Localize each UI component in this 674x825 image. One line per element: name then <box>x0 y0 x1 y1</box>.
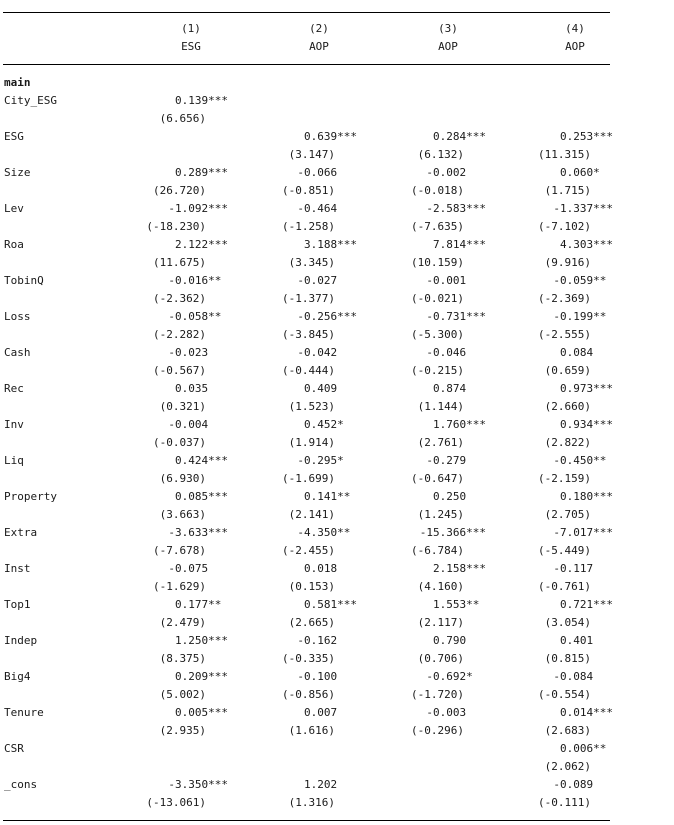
t-stat-cell: (6.930) <box>159 472 206 485</box>
t-stat-cell: (-1.258) <box>282 220 335 233</box>
coefficient-cell: 0.060* <box>560 166 613 179</box>
t-stat-cell: (6.656) <box>159 112 206 125</box>
t-stat-cell <box>116 148 206 162</box>
t-stat-cell: (-0.018) <box>411 184 464 197</box>
dependent-variable: AOP <box>309 40 329 53</box>
coefficient-cell <box>396 94 486 108</box>
coefficient-cell <box>396 742 486 756</box>
coefficient-cell: 0.790 <box>433 634 486 647</box>
t-stat-cell: (-6.784) <box>411 544 464 557</box>
coefficient-cell: 0.084 <box>560 346 613 359</box>
variable-label: Property <box>4 490 57 503</box>
t-stat-cell: (1.914) <box>288 436 335 449</box>
t-stat-cell: (2.761) <box>417 436 464 449</box>
t-stat-cell: (11.315) <box>538 148 591 161</box>
t-stat-cell: (2.660) <box>544 400 591 413</box>
coefficient-cell: 0.209*** <box>175 670 228 683</box>
t-stat-cell: (1.245) <box>417 508 464 521</box>
coefficient-cell: -0.692* <box>426 670 486 683</box>
coefficient-cell: -0.004 <box>168 418 228 431</box>
variable-label: Size <box>4 166 31 179</box>
coefficient-cell: 1.760*** <box>433 418 486 431</box>
t-stat-cell: (-7.635) <box>411 220 464 233</box>
coefficient-cell: -0.003 <box>426 706 486 719</box>
coefficient-cell: -15.366*** <box>419 526 486 539</box>
t-stat-cell: (0.815) <box>544 652 591 665</box>
t-stat-cell: (-0.021) <box>411 292 464 305</box>
coefficient-cell: 0.253*** <box>560 130 613 143</box>
t-stat-cell: (-2.555) <box>538 328 591 341</box>
t-stat-cell: (0.706) <box>417 652 464 665</box>
dependent-variable: AOP <box>438 40 458 53</box>
t-stat-cell: (10.159) <box>411 256 464 269</box>
variable-label: _cons <box>4 778 38 791</box>
coefficient-cell: -0.023 <box>168 346 228 359</box>
t-stat-cell <box>245 112 335 126</box>
t-stat-cell: (-0.647) <box>411 472 464 485</box>
coefficient-cell: 0.018 <box>304 562 357 575</box>
variable-label: Loss <box>4 310 31 323</box>
coefficient-cell <box>396 778 486 792</box>
t-stat-cell <box>374 760 464 774</box>
coefficient-cell: -0.199** <box>553 310 613 323</box>
coefficient-cell: -0.295* <box>297 454 357 467</box>
section-label: main <box>4 76 31 89</box>
coefficient-cell: -3.350*** <box>168 778 228 791</box>
t-stat-cell: (-0.444) <box>282 364 335 377</box>
t-stat-cell <box>374 796 464 810</box>
coefficient-cell: 0.934*** <box>560 418 613 431</box>
t-stat-cell: (-1.629) <box>153 580 206 593</box>
coefficient-cell: -2.583*** <box>426 202 486 215</box>
coefficient-cell: -0.100 <box>297 670 357 683</box>
t-stat-cell: (-18.230) <box>146 220 206 233</box>
coefficient-cell: 3.188*** <box>304 238 357 251</box>
coefficient-cell: 0.973*** <box>560 382 613 395</box>
coefficient-cell: 4.303*** <box>560 238 613 251</box>
coefficient-cell: 2.122*** <box>175 238 228 251</box>
t-stat-cell: (-1.720) <box>411 688 464 701</box>
coefficient-cell: 0.401 <box>560 634 613 647</box>
coefficient-cell: 0.721*** <box>560 598 613 611</box>
coefficient-cell: 0.035 <box>175 382 228 395</box>
coefficient-cell: -0.042 <box>297 346 357 359</box>
t-stat-cell: (-2.362) <box>153 292 206 305</box>
t-stat-cell: (1.523) <box>288 400 335 413</box>
t-stat-cell: (8.375) <box>159 652 206 665</box>
t-stat-cell: (-0.215) <box>411 364 464 377</box>
column-number: (4) <box>565 22 585 35</box>
bottom-rule <box>3 820 610 821</box>
coefficient-cell: -0.002 <box>426 166 486 179</box>
t-stat-cell: (2.683) <box>544 724 591 737</box>
coefficient-cell: 0.007 <box>304 706 357 719</box>
variable-label: Indep <box>4 634 38 647</box>
t-stat-cell: (2.479) <box>159 616 206 629</box>
coefficient-cell: 0.639*** <box>304 130 357 143</box>
variable-label: Inv <box>4 418 24 431</box>
coefficient-cell: -0.731*** <box>426 310 486 323</box>
coefficient-cell <box>523 94 613 108</box>
coefficient-cell: 0.250 <box>433 490 486 503</box>
t-stat-cell <box>245 760 335 774</box>
coefficient-cell: -3.633*** <box>168 526 228 539</box>
t-stat-cell <box>374 112 464 126</box>
variable-label: Liq <box>4 454 24 467</box>
coefficient-cell: 0.180*** <box>560 490 613 503</box>
coefficient-cell: -0.016** <box>168 274 228 287</box>
coefficient-cell <box>138 130 228 144</box>
variable-label: Top1 <box>4 598 31 611</box>
variable-label: Lev <box>4 202 24 215</box>
coefficient-cell: -0.162 <box>297 634 357 647</box>
t-stat-cell: (-0.851) <box>282 184 335 197</box>
t-stat-cell: (-0.037) <box>153 436 206 449</box>
coefficient-cell: 0.424*** <box>175 454 228 467</box>
coefficient-cell: -0.117 <box>553 562 613 575</box>
t-stat-cell: (-13.061) <box>146 796 206 809</box>
coefficient-cell: -0.464 <box>297 202 357 215</box>
variable-label: Inst <box>4 562 31 575</box>
t-stat-cell: (-7.678) <box>153 544 206 557</box>
coefficient-cell: -0.046 <box>426 346 486 359</box>
coefficient-cell: 2.158*** <box>433 562 486 575</box>
t-stat-cell: (-5.449) <box>538 544 591 557</box>
t-stat-cell: (2.062) <box>544 760 591 773</box>
top-rule <box>3 12 610 13</box>
t-stat-cell: (-2.455) <box>282 544 335 557</box>
coefficient-cell: -0.450** <box>553 454 613 467</box>
t-stat-cell: (-3.845) <box>282 328 335 341</box>
t-stat-cell: (5.002) <box>159 688 206 701</box>
variable-label: Big4 <box>4 670 31 683</box>
t-stat-cell: (-0.554) <box>538 688 591 701</box>
t-stat-cell: (2.117) <box>417 616 464 629</box>
t-stat-cell: (-2.369) <box>538 292 591 305</box>
t-stat-cell: (1.144) <box>417 400 464 413</box>
coefficient-cell: 0.006** <box>560 742 613 755</box>
coefficient-cell: 0.874 <box>433 382 486 395</box>
t-stat-cell: (3.345) <box>288 256 335 269</box>
variable-label: Tenure <box>4 706 44 719</box>
t-stat-cell: (2.141) <box>288 508 335 521</box>
t-stat-cell: (3.663) <box>159 508 206 521</box>
t-stat-cell: (4.160) <box>417 580 464 593</box>
coefficient-cell <box>267 742 357 756</box>
coefficient-cell <box>267 94 357 108</box>
coefficient-cell: 0.005*** <box>175 706 228 719</box>
t-stat-cell: (-2.282) <box>153 328 206 341</box>
t-stat-cell: (-1.699) <box>282 472 335 485</box>
coefficient-cell: 0.085*** <box>175 490 228 503</box>
coefficient-cell: 0.289*** <box>175 166 228 179</box>
coefficient-cell: 1.553** <box>433 598 486 611</box>
t-stat-cell: (0.659) <box>544 364 591 377</box>
t-stat-cell: (9.916) <box>544 256 591 269</box>
variable-label: Roa <box>4 238 24 251</box>
coefficient-cell: -4.350** <box>297 526 357 539</box>
coefficient-cell: -0.084 <box>553 670 613 683</box>
dependent-variable: AOP <box>565 40 585 53</box>
coefficient-cell: -0.058** <box>168 310 228 323</box>
coefficient-cell: -0.059** <box>553 274 613 287</box>
coefficient-cell: 0.141** <box>304 490 357 503</box>
header-rule <box>3 64 610 65</box>
coefficient-cell: 7.814*** <box>433 238 486 251</box>
coefficient-cell: -0.279 <box>426 454 486 467</box>
t-stat-cell: (-0.761) <box>538 580 591 593</box>
t-stat-cell: (1.616) <box>288 724 335 737</box>
coefficient-cell: -1.337*** <box>553 202 613 215</box>
t-stat-cell: (-5.300) <box>411 328 464 341</box>
t-stat-cell: (3.054) <box>544 616 591 629</box>
variable-label: City_ESG <box>4 94 57 107</box>
t-stat-cell: (2.705) <box>544 508 591 521</box>
t-stat-cell: (2.935) <box>159 724 206 737</box>
variable-label: CSR <box>4 742 24 755</box>
coefficient-cell: -1.092*** <box>168 202 228 215</box>
coefficient-cell: -0.089 <box>553 778 613 791</box>
t-stat-cell <box>501 112 591 126</box>
t-stat-cell: (3.147) <box>288 148 335 161</box>
coefficient-cell <box>138 742 228 756</box>
coefficient-cell: -0.027 <box>297 274 357 287</box>
t-stat-cell <box>116 760 206 774</box>
coefficient-cell: 0.452* <box>304 418 357 431</box>
t-stat-cell: (-0.335) <box>282 652 335 665</box>
coefficient-cell: -0.001 <box>426 274 486 287</box>
coefficient-cell: 0.014*** <box>560 706 613 719</box>
coefficient-cell: 0.284*** <box>433 130 486 143</box>
t-stat-cell: (-1.377) <box>282 292 335 305</box>
variable-label: TobinQ <box>4 274 44 287</box>
coefficient-cell: 1.250*** <box>175 634 228 647</box>
t-stat-cell: (2.665) <box>288 616 335 629</box>
t-stat-cell: (0.153) <box>288 580 335 593</box>
coefficient-cell: 0.177** <box>175 598 228 611</box>
t-stat-cell: (-0.856) <box>282 688 335 701</box>
t-stat-cell: (-0.296) <box>411 724 464 737</box>
t-stat-cell: (11.675) <box>153 256 206 269</box>
coefficient-cell: 1.202 <box>304 778 357 791</box>
variable-label: ESG <box>4 130 24 143</box>
t-stat-cell: (0.321) <box>159 400 206 413</box>
column-number: (2) <box>309 22 329 35</box>
t-stat-cell: (-0.111) <box>538 796 591 809</box>
t-stat-cell: (-2.159) <box>538 472 591 485</box>
t-stat-cell: (1.316) <box>288 796 335 809</box>
coefficient-cell: -0.075 <box>168 562 228 575</box>
coefficient-cell: 0.139*** <box>175 94 228 107</box>
coefficient-cell: -7.017*** <box>553 526 613 539</box>
t-stat-cell: (-7.102) <box>538 220 591 233</box>
coefficient-cell: -0.256*** <box>297 310 357 323</box>
dependent-variable: ESG <box>181 40 201 53</box>
t-stat-cell: (-0.567) <box>153 364 206 377</box>
t-stat-cell: (2.822) <box>544 436 591 449</box>
t-stat-cell: (1.715) <box>544 184 591 197</box>
t-stat-cell: (6.132) <box>417 148 464 161</box>
coefficient-cell: 0.581*** <box>304 598 357 611</box>
variable-label: Extra <box>4 526 38 539</box>
column-number: (1) <box>181 22 201 35</box>
variable-label: Rec <box>4 382 24 395</box>
coefficient-cell: -0.066 <box>297 166 357 179</box>
coefficient-cell: 0.409 <box>304 382 357 395</box>
t-stat-cell: (26.720) <box>153 184 206 197</box>
variable-label: Cash <box>4 346 31 359</box>
column-number: (3) <box>438 22 458 35</box>
